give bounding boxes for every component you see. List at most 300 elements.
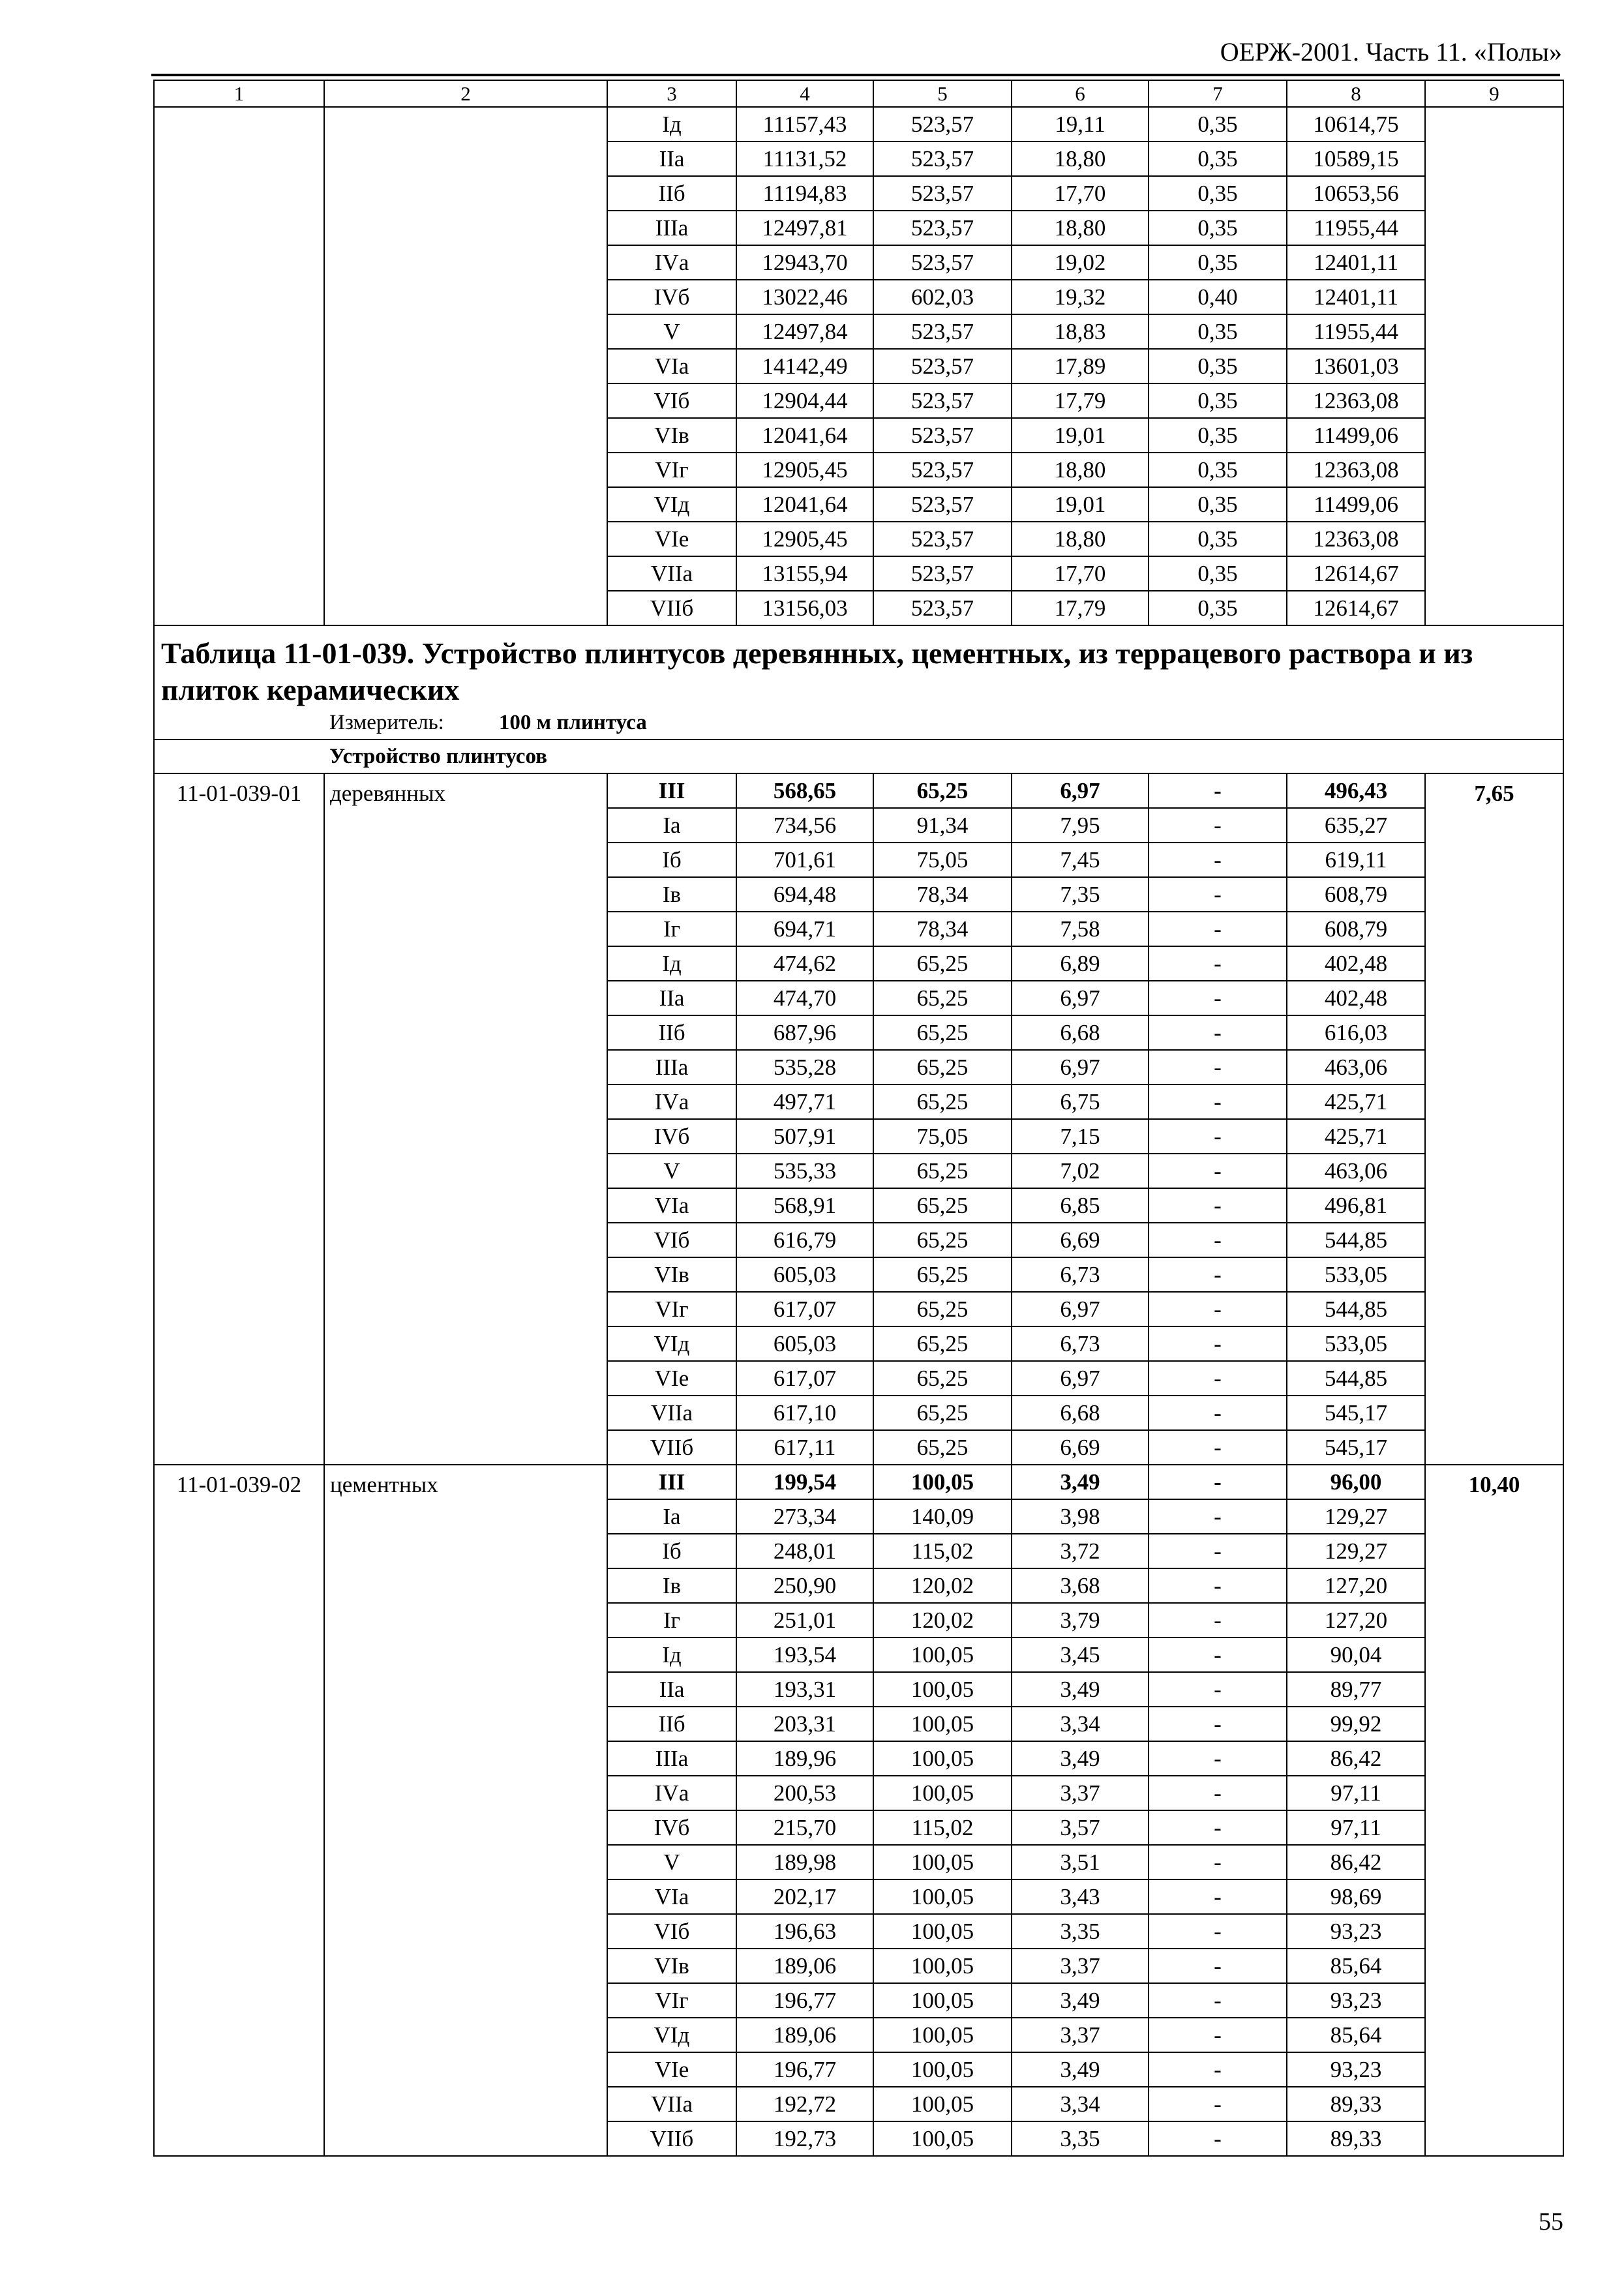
- value-cell: 545,17: [1287, 1430, 1425, 1465]
- value-cell: 65,25: [873, 1257, 1012, 1292]
- column-number-row: [154, 80, 1563, 107]
- value-cell: 617,11: [736, 1430, 873, 1465]
- zone-cell: VIд: [607, 487, 736, 522]
- value-cell: 523,57: [873, 349, 1012, 383]
- value-cell: 523,57: [873, 245, 1012, 280]
- value-cell: 193,31: [736, 1672, 873, 1707]
- value-cell: 65,25: [873, 1188, 1012, 1223]
- value-cell: 189,06: [736, 2018, 873, 2052]
- value-cell: -: [1149, 912, 1287, 946]
- value-cell: 0,35: [1149, 107, 1287, 142]
- value-cell: 402,48: [1287, 946, 1425, 981]
- value-cell: -: [1149, 1015, 1287, 1050]
- value-cell: 701,61: [736, 843, 873, 877]
- value-cell: 0,35: [1149, 418, 1287, 453]
- zone-cell: III: [607, 1465, 736, 1499]
- value-cell: 463,06: [1287, 1050, 1425, 1085]
- value-cell: 6,68: [1012, 1015, 1149, 1050]
- table-row: [154, 773, 1563, 808]
- value-cell: 248,01: [736, 1534, 873, 1568]
- value-cell: 11499,06: [1287, 487, 1425, 522]
- value-cell: 12041,64: [736, 487, 873, 522]
- value-cell: 6,73: [1012, 1326, 1149, 1361]
- value-cell: 189,06: [736, 1949, 873, 1983]
- zone-cell: IIIа: [607, 1050, 736, 1085]
- value-cell: -: [1149, 1085, 1287, 1119]
- unit-label: Измеритель:: [329, 711, 444, 735]
- value-cell: 13601,03: [1287, 349, 1425, 383]
- value-cell: 7,35: [1012, 877, 1149, 912]
- zone-cell: VIб: [607, 1914, 736, 1949]
- zone-cell: IVб: [607, 1119, 736, 1154]
- value-cell: -: [1149, 1568, 1287, 1603]
- value-cell: -: [1149, 1499, 1287, 1534]
- zone-cell: VIб: [607, 1223, 736, 1257]
- rate-aux: 10,40: [1425, 1465, 1563, 2156]
- zone-cell: IIIа: [607, 211, 736, 245]
- zone-cell: Iв: [607, 877, 736, 912]
- value-cell: 97,11: [1287, 1776, 1425, 1810]
- value-cell: 3,68: [1012, 1568, 1149, 1603]
- value-cell: 12614,67: [1287, 591, 1425, 625]
- zone-cell: Iв: [607, 1568, 736, 1603]
- value-cell: 616,03: [1287, 1015, 1425, 1050]
- value-cell: 7,58: [1012, 912, 1149, 946]
- value-cell: 86,42: [1287, 1845, 1425, 1879]
- value-cell: 535,28: [736, 1050, 873, 1085]
- zone-cell: VIе: [607, 1361, 736, 1396]
- value-cell: 694,48: [736, 877, 873, 912]
- value-cell: 100,05: [873, 1741, 1012, 1776]
- value-cell: 115,02: [873, 1534, 1012, 1568]
- value-cell: 12401,11: [1287, 280, 1425, 314]
- page-header: ОЕРЖ-2001. Часть 11. «Полы»: [1220, 37, 1562, 67]
- value-cell: 507,91: [736, 1119, 873, 1154]
- value-cell: -: [1149, 1361, 1287, 1396]
- value-cell: 78,34: [873, 912, 1012, 946]
- value-cell: 65,25: [873, 1085, 1012, 1119]
- header-rule: [151, 74, 1560, 76]
- value-cell: 3,49: [1012, 1741, 1149, 1776]
- value-cell: -: [1149, 1810, 1287, 1845]
- value-cell: 533,05: [1287, 1257, 1425, 1292]
- value-cell: 3,49: [1012, 2052, 1149, 2087]
- value-cell: -: [1149, 2087, 1287, 2121]
- value-cell: 3,45: [1012, 1638, 1149, 1672]
- column-number: 7: [1149, 80, 1287, 107]
- value-cell: -: [1149, 1741, 1287, 1776]
- value-cell: 0,35: [1149, 522, 1287, 556]
- value-cell: 0,35: [1149, 349, 1287, 383]
- column-number: 9: [1425, 80, 1563, 107]
- value-cell: 189,98: [736, 1845, 873, 1879]
- value-cell: 402,48: [1287, 981, 1425, 1015]
- zone-cell: V: [607, 314, 736, 349]
- value-cell: 75,05: [873, 1119, 1012, 1154]
- value-cell: 193,54: [736, 1638, 873, 1672]
- value-cell: -: [1149, 946, 1287, 981]
- value-cell: 6,97: [1012, 773, 1149, 808]
- value-cell: 215,70: [736, 1810, 873, 1845]
- value-cell: 694,71: [736, 912, 873, 946]
- value-cell: 97,11: [1287, 1810, 1425, 1845]
- zone-cell: VIа: [607, 1879, 736, 1914]
- value-cell: 463,06: [1287, 1154, 1425, 1188]
- section-row: [154, 740, 1563, 773]
- value-cell: 0,35: [1149, 556, 1287, 591]
- column-number: 1: [154, 80, 324, 107]
- zone-cell: VIIа: [607, 556, 736, 591]
- value-cell: 93,23: [1287, 1983, 1425, 2018]
- rates-table-body: [154, 80, 1563, 2156]
- zone-cell: Iд: [607, 946, 736, 981]
- value-cell: 0,35: [1149, 487, 1287, 522]
- value-cell: 6,97: [1012, 1050, 1149, 1085]
- zone-cell: Iа: [607, 1499, 736, 1534]
- name-cell-empty: [324, 107, 607, 625]
- value-cell: -: [1149, 808, 1287, 843]
- zone-cell: IVб: [607, 1810, 736, 1845]
- value-cell: -: [1149, 1154, 1287, 1188]
- value-cell: 12363,08: [1287, 383, 1425, 418]
- value-cell: 100,05: [873, 1914, 1012, 1949]
- code-cell-empty: [154, 107, 324, 625]
- value-cell: 196,77: [736, 1983, 873, 2018]
- value-cell: 0,40: [1149, 280, 1287, 314]
- value-cell: 523,57: [873, 418, 1012, 453]
- value-cell: -: [1149, 1465, 1287, 1499]
- zone-cell: Iг: [607, 1603, 736, 1638]
- value-cell: -: [1149, 1396, 1287, 1430]
- value-cell: 100,05: [873, 2087, 1012, 2121]
- zone-cell: Iд: [607, 107, 736, 142]
- value-cell: 12041,64: [736, 418, 873, 453]
- value-cell: 17,70: [1012, 556, 1149, 591]
- zone-cell: IIа: [607, 142, 736, 176]
- value-cell: 100,05: [873, 1638, 1012, 1672]
- value-cell: 19,01: [1012, 418, 1149, 453]
- zone-cell: VIIб: [607, 591, 736, 625]
- value-cell: 3,57: [1012, 1810, 1149, 1845]
- zone-cell: VIIб: [607, 1430, 736, 1465]
- value-cell: 11157,43: [736, 107, 873, 142]
- column-number: 2: [324, 80, 607, 107]
- value-cell: 535,33: [736, 1154, 873, 1188]
- value-cell: -: [1149, 1050, 1287, 1085]
- zone-cell: VIг: [607, 1983, 736, 2018]
- value-cell: 6,75: [1012, 1085, 1149, 1119]
- zone-cell: IVа: [607, 1085, 736, 1119]
- value-cell: 196,77: [736, 2052, 873, 2087]
- value-cell: 523,57: [873, 107, 1012, 142]
- zone-cell: IIб: [607, 1707, 736, 1741]
- zone-cell: IIа: [607, 981, 736, 1015]
- value-cell: 523,57: [873, 487, 1012, 522]
- rate-code: 11-01-039-02: [154, 1465, 324, 2156]
- value-cell: 65,25: [873, 1326, 1012, 1361]
- value-cell: 98,69: [1287, 1879, 1425, 1914]
- zone-cell: Iа: [607, 808, 736, 843]
- table-row: [154, 107, 1563, 142]
- value-cell: -: [1149, 877, 1287, 912]
- value-cell: 617,07: [736, 1292, 873, 1326]
- value-cell: 0,35: [1149, 245, 1287, 280]
- value-cell: 17,79: [1012, 383, 1149, 418]
- value-cell: 100,05: [873, 1845, 1012, 1879]
- value-cell: 192,73: [736, 2121, 873, 2156]
- value-cell: 523,57: [873, 522, 1012, 556]
- value-cell: 523,57: [873, 591, 1012, 625]
- value-cell: 0,35: [1149, 453, 1287, 487]
- table-title: Таблица 11-01-039. Устройство плинтусов деревянных, цементных, из террацевого раствора и из плиток керамических: [161, 636, 1473, 707]
- value-cell: 100,05: [873, 1983, 1012, 2018]
- value-cell: -: [1149, 1223, 1287, 1257]
- page-number: 55: [1539, 2208, 1563, 2236]
- value-cell: 3,37: [1012, 1949, 1149, 1983]
- zone-cell: VIб: [607, 383, 736, 418]
- value-cell: 568,91: [736, 1188, 873, 1223]
- zone-cell: III: [607, 773, 736, 808]
- value-cell: 11131,52: [736, 142, 873, 176]
- value-cell: 75,05: [873, 843, 1012, 877]
- value-cell: 6,89: [1012, 946, 1149, 981]
- value-cell: 3,37: [1012, 2018, 1149, 2052]
- zone-cell: VIе: [607, 2052, 736, 2087]
- value-cell: 89,77: [1287, 1672, 1425, 1707]
- value-cell: 86,42: [1287, 1741, 1425, 1776]
- section-title: Устройство плинтусов: [154, 740, 1563, 773]
- value-cell: 496,43: [1287, 773, 1425, 808]
- value-cell: -: [1149, 2052, 1287, 2087]
- value-cell: 523,57: [873, 176, 1012, 211]
- zone-cell: IIа: [607, 1672, 736, 1707]
- value-cell: -: [1149, 773, 1287, 808]
- value-cell: 635,27: [1287, 808, 1425, 843]
- unit-value: 100 м плинтуса: [498, 711, 647, 735]
- value-cell: 19,11: [1012, 107, 1149, 142]
- value-cell: 617,07: [736, 1361, 873, 1396]
- zone-cell: VIг: [607, 453, 736, 487]
- value-cell: 11499,06: [1287, 418, 1425, 453]
- rate-code: 11-01-039-01: [154, 773, 324, 1465]
- value-cell: 6,69: [1012, 1223, 1149, 1257]
- value-cell: 89,33: [1287, 2121, 1425, 2156]
- value-cell: 65,25: [873, 1292, 1012, 1326]
- value-cell: 65,25: [873, 981, 1012, 1015]
- zone-cell: VIв: [607, 418, 736, 453]
- value-cell: 12943,70: [736, 245, 873, 280]
- value-cell: 12497,84: [736, 314, 873, 349]
- value-cell: 90,04: [1287, 1638, 1425, 1672]
- zone-cell: VIд: [607, 1326, 736, 1361]
- value-cell: 523,57: [873, 142, 1012, 176]
- value-cell: 474,70: [736, 981, 873, 1015]
- zone-cell: V: [607, 1845, 736, 1879]
- value-cell: -: [1149, 1292, 1287, 1326]
- value-cell: 18,80: [1012, 211, 1149, 245]
- value-cell: 65,25: [873, 1396, 1012, 1430]
- zone-cell: VIе: [607, 522, 736, 556]
- value-cell: -: [1149, 1188, 1287, 1223]
- value-cell: 7,02: [1012, 1154, 1149, 1188]
- value-cell: 3,49: [1012, 1672, 1149, 1707]
- value-cell: 12904,44: [736, 383, 873, 418]
- value-cell: 65,25: [873, 1361, 1012, 1396]
- value-cell: 78,34: [873, 877, 1012, 912]
- value-cell: 65,25: [873, 1223, 1012, 1257]
- value-cell: 91,34: [873, 808, 1012, 843]
- value-cell: -: [1149, 1534, 1287, 1568]
- value-cell: 3,51: [1012, 1845, 1149, 1879]
- zone-cell: IVа: [607, 245, 736, 280]
- value-cell: 129,27: [1287, 1499, 1425, 1534]
- zone-cell: Iб: [607, 843, 736, 877]
- value-cell: 608,79: [1287, 912, 1425, 946]
- value-cell: 13022,46: [736, 280, 873, 314]
- value-cell: 65,25: [873, 1154, 1012, 1188]
- zone-cell: IVа: [607, 1776, 736, 1810]
- value-cell: -: [1149, 1983, 1287, 2018]
- value-cell: 523,57: [873, 314, 1012, 349]
- value-cell: 115,02: [873, 1810, 1012, 1845]
- column-number: 4: [736, 80, 873, 107]
- value-cell: 523,57: [873, 556, 1012, 591]
- value-cell: -: [1149, 1707, 1287, 1741]
- value-cell: 608,79: [1287, 877, 1425, 912]
- zone-cell: VIа: [607, 1188, 736, 1223]
- value-cell: 3,49: [1012, 1983, 1149, 2018]
- value-cell: 544,85: [1287, 1223, 1425, 1257]
- value-cell: 96,00: [1287, 1465, 1425, 1499]
- rates-table: [153, 80, 1564, 2157]
- value-cell: 523,57: [873, 211, 1012, 245]
- value-cell: 523,57: [873, 383, 1012, 418]
- value-cell: 6,97: [1012, 1292, 1149, 1326]
- value-cell: -: [1149, 1638, 1287, 1672]
- value-cell: 10589,15: [1287, 142, 1425, 176]
- value-cell: 127,20: [1287, 1603, 1425, 1638]
- value-cell: 3,34: [1012, 1707, 1149, 1741]
- value-cell: 533,05: [1287, 1326, 1425, 1361]
- value-cell: 605,03: [736, 1257, 873, 1292]
- value-cell: 17,89: [1012, 349, 1149, 383]
- zone-cell: IVб: [607, 280, 736, 314]
- value-cell: 425,71: [1287, 1119, 1425, 1154]
- value-cell: 425,71: [1287, 1085, 1425, 1119]
- value-cell: 12905,45: [736, 522, 873, 556]
- value-cell: 0,35: [1149, 314, 1287, 349]
- value-cell: 100,05: [873, 1465, 1012, 1499]
- zone-cell: VIв: [607, 1257, 736, 1292]
- value-cell: 12401,11: [1287, 245, 1425, 280]
- value-cell: 544,85: [1287, 1292, 1425, 1326]
- value-cell: 3,49: [1012, 1465, 1149, 1499]
- value-cell: 11955,44: [1287, 211, 1425, 245]
- value-cell: 10653,56: [1287, 176, 1425, 211]
- value-cell: 12905,45: [736, 453, 873, 487]
- value-cell: 251,01: [736, 1603, 873, 1638]
- value-cell: 3,72: [1012, 1534, 1149, 1568]
- value-cell: 99,92: [1287, 1707, 1425, 1741]
- value-cell: 523,57: [873, 453, 1012, 487]
- value-cell: 199,54: [736, 1465, 873, 1499]
- value-cell: -: [1149, 1603, 1287, 1638]
- value-cell: -: [1149, 1879, 1287, 1914]
- value-cell: 65,25: [873, 773, 1012, 808]
- value-cell: 0,35: [1149, 176, 1287, 211]
- value-cell: 10614,75: [1287, 107, 1425, 142]
- table-title-cell: [154, 625, 1563, 740]
- value-cell: 93,23: [1287, 1914, 1425, 1949]
- value-cell: 602,03: [873, 280, 1012, 314]
- zone-cell: VIIа: [607, 2087, 736, 2121]
- value-cell: 605,03: [736, 1326, 873, 1361]
- value-cell: 619,11: [1287, 843, 1425, 877]
- value-cell: -: [1149, 1430, 1287, 1465]
- value-cell: 6,85: [1012, 1188, 1149, 1223]
- rate-name: цементных: [324, 1465, 607, 2156]
- value-cell: 100,05: [873, 1949, 1012, 1983]
- value-cell: 545,17: [1287, 1396, 1425, 1430]
- value-cell: 18,83: [1012, 314, 1149, 349]
- value-cell: 6,97: [1012, 981, 1149, 1015]
- value-cell: 12614,67: [1287, 556, 1425, 591]
- value-cell: 127,20: [1287, 1568, 1425, 1603]
- value-cell: 100,05: [873, 1776, 1012, 1810]
- rate-name: деревянных: [324, 773, 607, 1465]
- zone-cell: VIд: [607, 2018, 736, 2052]
- value-cell: 19,32: [1012, 280, 1149, 314]
- value-cell: 93,23: [1287, 2052, 1425, 2087]
- rate-aux: 7,65: [1425, 773, 1563, 1465]
- value-cell: 616,79: [736, 1223, 873, 1257]
- value-cell: 11194,83: [736, 176, 873, 211]
- zone-cell: IIIа: [607, 1741, 736, 1776]
- value-cell: 250,90: [736, 1568, 873, 1603]
- value-cell: 65,25: [873, 1015, 1012, 1050]
- value-cell: 0,35: [1149, 591, 1287, 625]
- value-cell: 12497,81: [736, 211, 873, 245]
- value-cell: 100,05: [873, 2018, 1012, 2052]
- value-cell: -: [1149, 1257, 1287, 1292]
- value-cell: 85,64: [1287, 2018, 1425, 2052]
- value-cell: -: [1149, 1949, 1287, 1983]
- value-cell: -: [1149, 1776, 1287, 1810]
- value-cell: 3,34: [1012, 2087, 1149, 2121]
- value-cell: 100,05: [873, 2121, 1012, 2156]
- value-cell: 734,56: [736, 808, 873, 843]
- value-cell: -: [1149, 1672, 1287, 1707]
- value-cell: 65,25: [873, 1050, 1012, 1085]
- value-cell: 3,98: [1012, 1499, 1149, 1534]
- value-cell: 85,64: [1287, 1949, 1425, 1983]
- zone-cell: VIIб: [607, 2121, 736, 2156]
- zone-cell: Iб: [607, 1534, 736, 1568]
- value-cell: 100,05: [873, 1707, 1012, 1741]
- value-cell: -: [1149, 1914, 1287, 1949]
- value-cell: 687,96: [736, 1015, 873, 1050]
- value-cell: 6,97: [1012, 1361, 1149, 1396]
- value-cell: -: [1149, 2121, 1287, 2156]
- column-number: 3: [607, 80, 736, 107]
- value-cell: 100,05: [873, 1879, 1012, 1914]
- value-cell: 202,17: [736, 1879, 873, 1914]
- value-cell: 203,31: [736, 1707, 873, 1741]
- value-cell: 0,35: [1149, 142, 1287, 176]
- column-number: 5: [873, 80, 1012, 107]
- value-cell: 617,10: [736, 1396, 873, 1430]
- value-cell: -: [1149, 2018, 1287, 2052]
